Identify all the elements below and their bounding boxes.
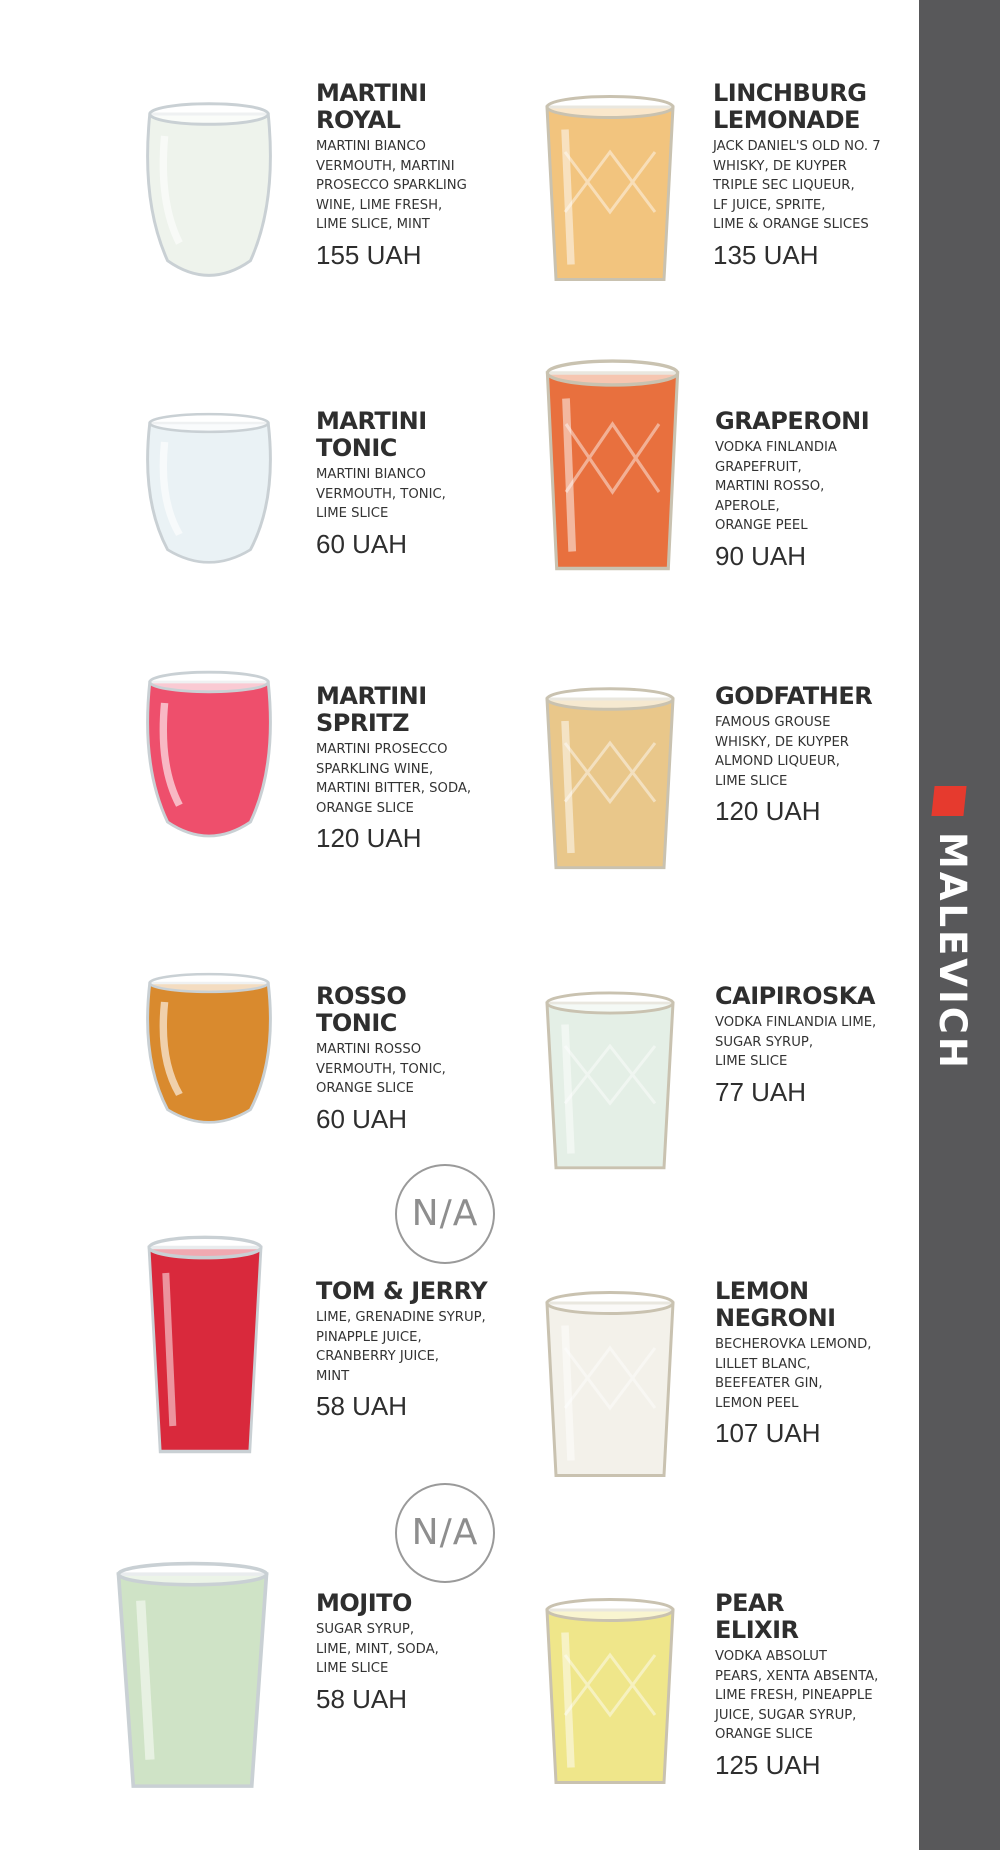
item-name [316, 80, 516, 134]
item-price: 125 UAH [715, 1749, 821, 1780]
ingredient-line: GRAPEFRUIT, [715, 459, 802, 475]
ingredient-line: ORANGE PEEL [715, 518, 808, 533]
ingredient-line: VERMOUTH, MARTINI [316, 158, 455, 174]
item-price: 135 UAH [713, 239, 819, 270]
item-ingredients [715, 713, 915, 791]
item-ingredients [715, 1647, 915, 1745]
brand-square-icon [931, 786, 966, 816]
ingredient-line: PROSECCO SPARKLING [316, 178, 467, 193]
rocks-glass-icon [535, 62, 685, 292]
ingredient-line: BECHEROVKA LEMOND, [715, 1337, 872, 1352]
item-ingredients [316, 137, 516, 235]
ingredient-line: ORANGE SLICE [715, 1727, 813, 1742]
item-name-line: NEGRONI [715, 1304, 836, 1332]
menu-item [715, 408, 915, 571]
item-name [715, 683, 915, 710]
item-name-line: ROYAL [316, 106, 401, 134]
ingredient-line: VODKA ABSOLUT [715, 1649, 827, 1664]
item-name-line: MARTINI [316, 682, 427, 710]
ingredient-line: MARTINI BITTER, SODA, [316, 781, 472, 796]
ingredient-line: PEARS, XENTA ABSENTA, [715, 1668, 879, 1684]
item-ingredients [316, 1040, 516, 1099]
item-name-line: TONIC [316, 1009, 397, 1037]
ingredient-line: TRIPLE SEC LIQUEUR, [713, 178, 855, 193]
na-badge: N/A [395, 1483, 495, 1583]
ingredient-line: ORANGE SLICE [316, 1081, 414, 1096]
item-name [713, 80, 913, 134]
ingredient-line: MINT [316, 1368, 350, 1384]
ingredient-line: SPARKLING WINE, [316, 761, 434, 777]
item-name [316, 983, 516, 1037]
item-name-line: ELIXIR [715, 1616, 799, 1644]
ingredient-line: JACK DANIEL'S OLD NO. 7 [713, 139, 881, 154]
item-price: 60 UAH [316, 1103, 408, 1134]
menu-item [715, 1590, 915, 1780]
item-ingredients [316, 740, 516, 818]
wine-glass-icon [135, 945, 283, 1140]
item-name-line: PEAR [715, 1589, 785, 1617]
item-name [715, 408, 915, 435]
item-ingredients [715, 1013, 915, 1072]
brand-logo: MALEVICH [931, 832, 974, 1071]
ingredient-line: MARTINI BIANCO [316, 467, 426, 482]
item-price: 120 UAH [715, 796, 821, 826]
ingredient-line: CRANBERRY JUICE, [316, 1349, 439, 1364]
item-name [316, 1590, 516, 1617]
item-price: 58 UAH [316, 1683, 408, 1714]
item-name-line: GODFATHER [715, 682, 873, 710]
wine-glass-icon [135, 70, 283, 295]
rocks-glass-icon [535, 960, 685, 1180]
rocks-glass-icon [535, 322, 690, 582]
item-price: 58 UAH [316, 1391, 408, 1421]
item-name-line: ROSSO [316, 982, 407, 1010]
ingredient-line: LIME & ORANGE SLICES [713, 217, 869, 232]
menu-item [715, 983, 915, 1107]
menu-item [316, 80, 516, 270]
menu-item [715, 683, 915, 826]
item-name-line: TOM & JERRY [316, 1277, 488, 1305]
item-name-line: MARTINI [316, 79, 427, 107]
item-price: 60 UAH [316, 528, 408, 559]
rocks-glass-icon [535, 655, 685, 880]
menu-item [316, 683, 516, 853]
ingredient-line: LIME, GRENADINE SYRUP, [316, 1310, 486, 1325]
ingredient-line: SUGAR SYRUP, [715, 1034, 814, 1050]
highball-glass-icon [100, 1530, 285, 1800]
item-name [316, 683, 516, 737]
item-name [715, 983, 915, 1010]
item-ingredients [316, 1620, 516, 1679]
item-price: 90 UAH [715, 540, 807, 571]
ingredient-line: LILLET BLANC, [715, 1356, 811, 1372]
na-badge: N/A [395, 1164, 495, 1264]
item-name-line: SPRITZ [316, 709, 410, 737]
item-name-line: MARTINI [316, 407, 427, 435]
item-name-line: LEMONADE [713, 106, 860, 134]
item-name [715, 1278, 915, 1332]
menu-item [316, 983, 516, 1134]
item-price: 155 UAH [316, 239, 422, 270]
ingredient-line: VODKA FINLANDIA LIME, [715, 1015, 877, 1030]
item-price: 77 UAH [715, 1076, 807, 1107]
ingredient-line: LIME SLICE [316, 1661, 389, 1676]
ingredient-line: LF JUICE, SPRITE, [713, 197, 826, 213]
ingredient-line: ORANGE SLICE [316, 800, 414, 816]
ingredient-line: VODKA FINLANDIA [715, 440, 837, 455]
menu-item [316, 408, 516, 559]
menu-item [316, 1590, 516, 1714]
ingredient-line: SUGAR SYRUP, [316, 1622, 415, 1637]
ingredient-line: WHISKY, DE KUYPER [713, 158, 847, 174]
ingredient-line: WHISKY, DE KUYPER [715, 734, 849, 750]
ingredient-line: LIME, MINT, SODA, [316, 1641, 439, 1657]
ingredient-line: FAMOUS GROUSE [715, 715, 831, 730]
ingredient-line: MARTINI PROSECCO [316, 742, 448, 757]
menu-item [715, 1278, 915, 1448]
ingredient-line: LIME SLICE, MINT [316, 217, 430, 232]
item-name [316, 408, 516, 462]
item-ingredients [316, 1308, 516, 1386]
item-ingredients [715, 1335, 915, 1413]
item-ingredients [316, 465, 516, 524]
ingredient-line: BEEFEATER GIN, [715, 1376, 823, 1391]
ingredient-line: PINAPPLE JUICE, [316, 1329, 422, 1345]
item-name [316, 1278, 516, 1305]
item-ingredients [715, 438, 915, 536]
ingredient-line: JUICE, SUGAR SYRUP, [715, 1707, 857, 1723]
item-price: 107 UAH [715, 1418, 821, 1448]
ingredient-line: LIME SLICE [715, 1054, 788, 1069]
item-price: 120 UAH [316, 823, 422, 853]
item-name-line: GRAPERONI [715, 407, 870, 435]
ingredient-line: LIME SLICE [715, 773, 788, 789]
wine-glass-icon [135, 385, 283, 580]
ingredient-line: LIME FRESH, PINEAPPLE [715, 1688, 873, 1703]
rocks-glass-icon [535, 1565, 685, 1795]
item-name-line: CAIPIROSKA [715, 982, 875, 1010]
ingredient-line: LIME SLICE [316, 506, 389, 521]
ingredient-line: LEMON PEEL [715, 1395, 799, 1411]
ingredient-line: MARTINI ROSSO, [715, 479, 825, 494]
ingredient-line: WINE, LIME FRESH, [316, 197, 443, 213]
item-name-line: MOJITO [316, 1589, 412, 1617]
menu-item [713, 80, 913, 270]
rocks-glass-icon [535, 1258, 685, 1488]
highball-glass-icon [135, 1205, 275, 1465]
ingredient-line: ALMOND LIQUEUR, [715, 754, 840, 769]
wine-glass-icon [135, 640, 283, 855]
item-name-line: LINCHBURG [713, 79, 867, 107]
menu-item [316, 1278, 516, 1421]
item-name-line: LEMON [715, 1277, 809, 1305]
ingredient-line: MARTINI ROSSO [316, 1042, 422, 1057]
ingredient-line: MARTINI BIANCO [316, 139, 426, 154]
item-name [715, 1590, 915, 1644]
ingredient-line: VERMOUTH, TONIC, [316, 486, 446, 502]
item-name-line: TONIC [316, 434, 397, 462]
ingredient-line: VERMOUTH, TONIC, [316, 1061, 446, 1077]
ingredient-line: APEROLE, [715, 498, 780, 514]
item-ingredients [713, 137, 913, 235]
